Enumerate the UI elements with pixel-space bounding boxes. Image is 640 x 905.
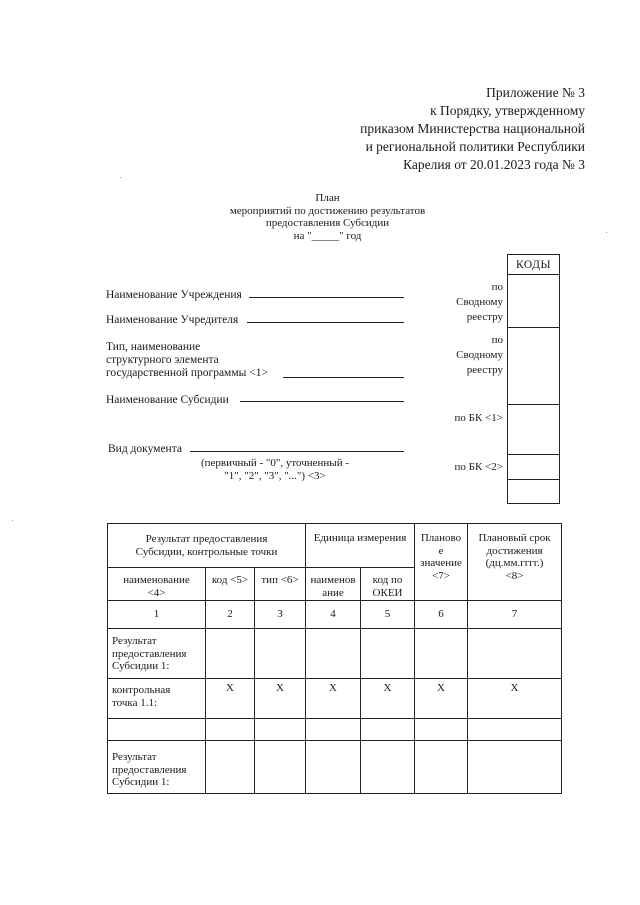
table-cell[interactable] xyxy=(255,741,306,794)
x-mark: X xyxy=(468,679,562,719)
header-line: достижения xyxy=(486,544,543,557)
code-cell-registry-1[interactable] xyxy=(508,275,560,328)
table-row xyxy=(108,719,562,741)
appendix-line: Приложение № 3 xyxy=(486,85,585,100)
header-line: Результат предоставления xyxy=(145,533,268,545)
table-cell[interactable] xyxy=(361,719,415,741)
doc-type-note xyxy=(170,457,380,482)
scan-speck xyxy=(606,232,607,233)
codes-table xyxy=(507,254,560,504)
x-mark: X xyxy=(255,679,306,719)
column-number: 6 xyxy=(415,601,468,629)
code-label-line: по xyxy=(491,281,503,293)
code-label-bk-2: по БК <2> xyxy=(454,461,503,473)
code-cell-extra[interactable] xyxy=(508,480,560,504)
scan-speck xyxy=(120,177,121,178)
table-cell[interactable] xyxy=(206,741,255,794)
header-result-group xyxy=(108,524,306,568)
row-label-line: точка 1.1: xyxy=(112,696,158,709)
table-cell[interactable] xyxy=(206,719,255,741)
institution-line[interactable] xyxy=(249,297,404,298)
row-label-result xyxy=(108,629,206,679)
row-label-checkpoint xyxy=(108,679,206,719)
code-label-bk-1: по БК <1> xyxy=(454,412,503,424)
row-label-line: контрольная xyxy=(112,684,171,696)
appendix-line: приказом Министерства национальной xyxy=(360,121,585,136)
table-cell[interactable] xyxy=(306,741,361,794)
subsidy-label: Наименование Субсидии xyxy=(106,394,229,406)
column-number: 5 xyxy=(361,601,415,629)
table-row xyxy=(108,629,562,679)
header-line: Плановый срок xyxy=(478,532,551,544)
codes-header: КОДЫ xyxy=(508,255,560,275)
code-label-line: реестру xyxy=(466,364,503,376)
header-line: код по xyxy=(372,574,403,586)
table-cell[interactable] xyxy=(255,629,306,679)
title-line: План xyxy=(315,192,340,204)
column-number: 2 xyxy=(206,601,255,629)
table-cell[interactable] xyxy=(415,629,468,679)
code-label-line: Сводному xyxy=(456,349,503,361)
x-mark: X xyxy=(415,679,468,719)
code-label-registry-1 xyxy=(440,280,503,325)
title-line: мероприятий по достижению результатов xyxy=(229,204,426,217)
header-unit-group: Единица измерения xyxy=(306,524,415,568)
header-line: <4> xyxy=(147,586,166,599)
row-label-line: Результат xyxy=(112,751,157,763)
row-label-line: Субсидии 1: xyxy=(112,660,170,672)
founder-line[interactable] xyxy=(247,322,404,323)
header-line: Субсидии, контрольные точки xyxy=(135,545,278,558)
subheader-type: тип <6> xyxy=(255,568,306,601)
program-label-line: Тип, наименование xyxy=(106,341,201,353)
table-row xyxy=(108,679,562,719)
table-row xyxy=(108,741,562,794)
table-cell[interactable] xyxy=(361,741,415,794)
column-number-row xyxy=(108,601,562,629)
table-cell[interactable] xyxy=(255,719,306,741)
doc-type-note-line: "1", "2", "3", "...") <3> xyxy=(224,469,326,482)
program-line[interactable] xyxy=(283,377,404,378)
header-planned-date xyxy=(468,524,562,601)
table-cell[interactable] xyxy=(415,741,468,794)
code-label-line: Сводному xyxy=(456,296,503,308)
row-label-result xyxy=(108,741,206,794)
subsidy-line[interactable] xyxy=(240,401,404,402)
header-line: наименов xyxy=(310,574,356,586)
table-cell[interactable] xyxy=(468,629,562,679)
header-line: наименование xyxy=(123,574,190,586)
header-line: Планово xyxy=(420,532,462,544)
code-label-line: по xyxy=(491,334,503,346)
table-cell[interactable] xyxy=(108,719,206,741)
table-cell[interactable] xyxy=(361,629,415,679)
column-number: 3 xyxy=(255,601,306,629)
table-cell[interactable] xyxy=(468,741,562,794)
table-cell[interactable] xyxy=(306,629,361,679)
program-label-line: структурного элемента xyxy=(106,354,219,366)
title-line: на "_____" год xyxy=(293,229,362,242)
code-label-line: реестру xyxy=(466,311,503,323)
institution-label: Наименование Учреждения xyxy=(106,289,242,301)
doc-type-label: Вид документа xyxy=(108,443,182,455)
header-line: значение xyxy=(420,557,462,569)
code-cell-registry-2[interactable] xyxy=(508,328,560,405)
header-line: <7> xyxy=(432,569,450,582)
subheader-name xyxy=(108,568,206,601)
table-cell[interactable] xyxy=(206,629,255,679)
header-line: ание xyxy=(322,586,344,599)
code-cell-bk-2[interactable] xyxy=(508,455,560,480)
subheader-code: код <5> xyxy=(206,568,255,601)
header-line: е xyxy=(438,544,444,557)
founder-label: Наименование Учредителя xyxy=(106,314,239,326)
column-number: 7 xyxy=(468,601,562,629)
table-cell[interactable] xyxy=(306,719,361,741)
subheader-okei xyxy=(361,568,415,601)
column-number: 1 xyxy=(108,601,206,629)
header-planned-value xyxy=(415,524,468,601)
table-cell[interactable] xyxy=(468,719,562,741)
appendix-line: и региональной политики Республики xyxy=(365,139,585,154)
header-line: <8> xyxy=(505,569,524,582)
row-label-line: предоставления xyxy=(112,647,187,660)
scan-speck xyxy=(12,520,13,521)
code-label-registry-2 xyxy=(440,333,503,378)
title-line: предоставления Субсидии xyxy=(265,217,390,229)
doc-type-note-line: (первичный - "0", уточненный - xyxy=(201,457,349,469)
x-mark: X xyxy=(206,679,255,719)
doc-type-line[interactable] xyxy=(190,451,404,452)
x-mark: X xyxy=(361,679,415,719)
appendix-line: Карелия от 20.01.2023 года № 3 xyxy=(403,157,585,172)
program-label xyxy=(106,341,268,380)
row-label-line: предоставления xyxy=(112,763,187,776)
appendix-line: к Порядку, утвержденному xyxy=(430,103,585,118)
code-cell-bk-1[interactable] xyxy=(508,405,560,455)
row-label-line: Субсидии 1: xyxy=(112,776,170,788)
program-label-line: государственной программы <1> xyxy=(106,367,268,379)
header-line: (дц.мм.гггг.) xyxy=(485,557,544,569)
results-table xyxy=(107,523,562,794)
row-label-line: Результат xyxy=(112,635,157,647)
subheader-unit-name xyxy=(306,568,361,601)
appendix-header xyxy=(360,84,585,174)
column-number: 4 xyxy=(306,601,361,629)
document-title xyxy=(215,192,440,242)
header-line: ОКЕИ xyxy=(372,586,403,599)
table-cell[interactable] xyxy=(415,719,468,741)
x-mark: X xyxy=(306,679,361,719)
